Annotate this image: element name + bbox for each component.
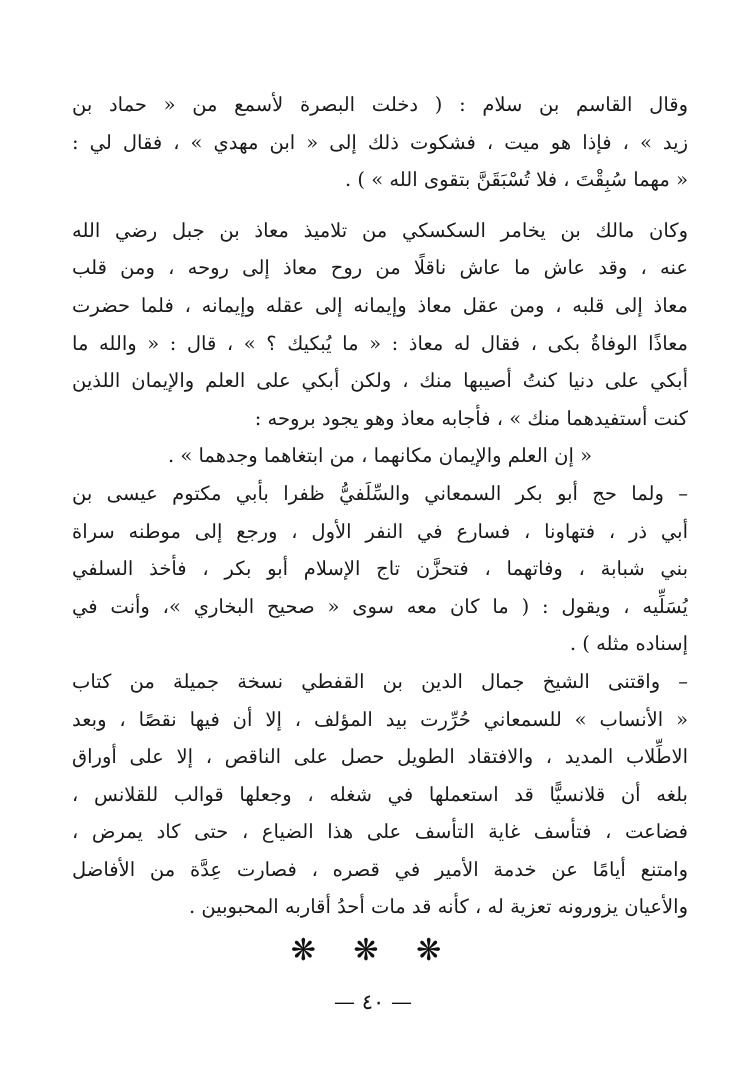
text-line: وكان مالك بن يخامر السكسكي من تلاميذ معاذ بن جبل رضي الله — [72, 218, 688, 242]
paragraph-abu-bakr-samani — [72, 475, 688, 663]
text-line: إسناده مثله ) . — [569, 632, 688, 656]
text-line: والأعيان يزورونه تعزية له ، كأنه قد مات أحدُ أقاربه المحبوبين . — [188, 895, 688, 919]
text-line: « مهما سُبِقْتَ ، فلا تُسْبَقَنَّ بتقوى الله » ) . — [345, 168, 688, 192]
text-line: الاطِّلاب المديد ، والافتقاد الطويل حصل على الناقص ، إلا على أوراق — [72, 745, 688, 769]
paragraph-malik-ibn-yukhamir — [72, 212, 688, 475]
page-body — [72, 86, 688, 926]
text-line: وامتنع أيامًا عن خدمة الأمير في قصره ، فصارت عِدَّة من الأفاضل — [72, 857, 688, 881]
text-line: عنه ، وقد عاش ما عاش ناقلًا من روح معاذ إلى روحه ، ومن قلب — [72, 256, 688, 280]
text-line: وقال القاسم بن سلام : ( دخلت البصرة لأسمع من « حماد بن — [72, 93, 688, 116]
paragraph-jamal-al-din-qifti — [72, 663, 688, 926]
text-line: معاذًا الوفاةُ بكى ، فقال له معاذ : « ما يُبكيك ؟ » ، قال : « والله ما — [72, 331, 688, 355]
text-line: زيد » ، فإذا هو ميت ، فشكوت ذلك إلى « ابن مهدي » ، فقال لي : — [72, 130, 688, 154]
text-line: – واقتنى الشيخ جمال الدين بن القفطي نسخة جميلة من كتاب — [72, 669, 688, 693]
text-line: بلغه أن قلانسيًّا قد استعملها في شغله ، وجعلها قوالب للقلانس ، — [72, 782, 688, 806]
section-ornament: ❋ ❋ ❋ — [290, 933, 456, 968]
text-line: – ولما حج أبو بكر السمعاني والسِّلَفيُّ ظفرا بأبي مكتوم عيسى بن — [72, 481, 688, 505]
text-line: « الأنساب » للسمعاني حُرِّرت بيد المؤلف ، إلا أن فيها نقصًا ، وبعد — [72, 707, 688, 731]
page-number: — ٤٠ — — [334, 990, 412, 1014]
paragraph-qasim-ibn-sallam — [72, 86, 688, 199]
text-line: بني شبابة ، وفاتهما ، فتحزَّن تاج الإسلام أبو بكر ، فأخذ السلفي — [72, 557, 688, 581]
text-line: كنت أستفيدهما منك » ، فأجابه معاذ وهو يجود بروحه : — [254, 406, 688, 430]
text-line: معاذ إلى قلبه ، ومن عقل معاذ وإيمانه إلى عقله وإيمانه ، فلما حضرت — [72, 293, 688, 317]
text-line: أبكي على دنيا كنتُ أصيبها منك ، ولكن أبكي على العلم والإيمان اللذين — [72, 369, 688, 393]
text-line: أبي ذر ، فتهاونا ، فسارع في النفر الأول ، ورجع إلى موطنه سراة — [72, 519, 688, 543]
text-line: يُسَلِّيه ، ويقول : ( ما كان معه سوى « صحيح البخاري »، وأنت في — [72, 594, 688, 618]
text-line: « إن العلم والإيمان مكانهما ، من ابتغاهما وجدهما » . — [167, 444, 593, 468]
text-line: فضاعت ، فتأسف غاية التأسف على هذا الضياع ، حتى كاد يمرض ، — [72, 820, 688, 844]
